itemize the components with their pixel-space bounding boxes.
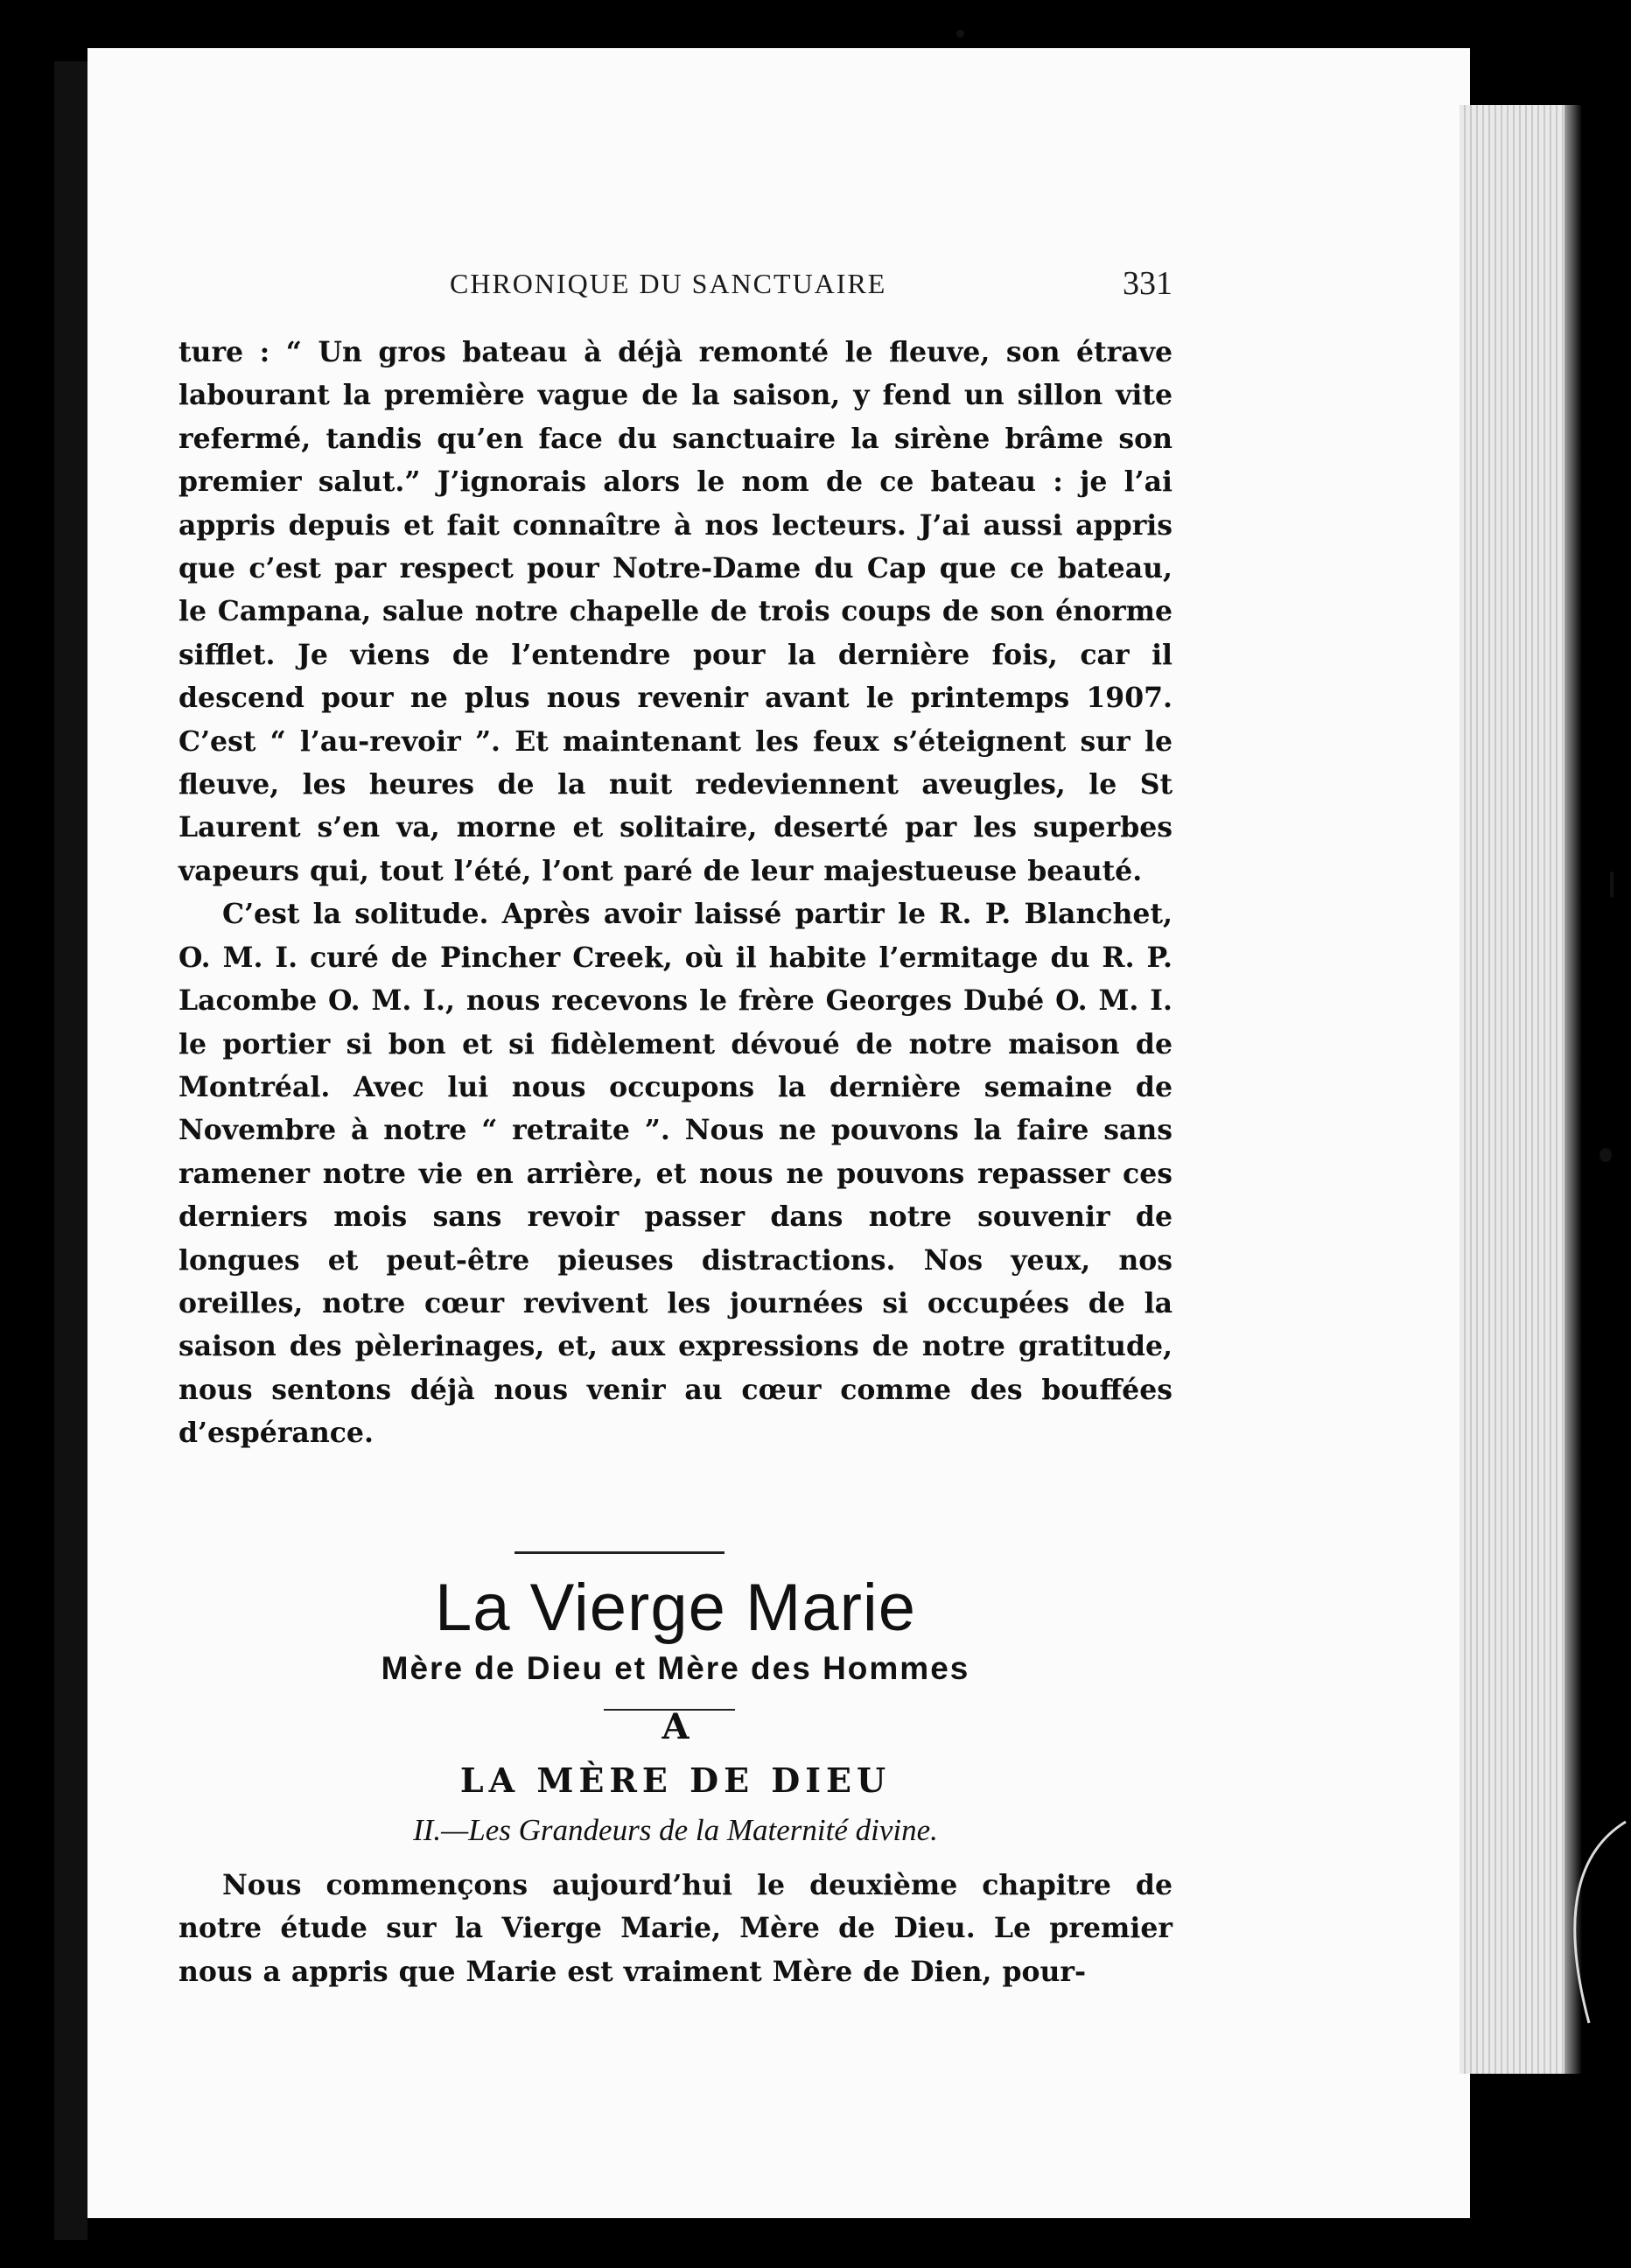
running-title: CHRONIQUE DU SANCTUAIRE	[450, 268, 887, 299]
book-binding-edge	[54, 61, 88, 2240]
section-heading: LA MÈRE DE DIEU	[459, 1760, 892, 1800]
chronicle-text	[178, 331, 1172, 1455]
chapter-heading: II.—Les Grandeurs de la Maternité divine.	[413, 1813, 938, 1847]
article-subtitle: Mère de Dieu et Mère des Hommes	[381, 1650, 970, 1686]
paragraph: Nous commençons aujourd’hui le deuxième chapitre de notre étude sur la Vierge Marie, Mère de Dieu. Le premier nous a appris que Marie est vraiment Mère de Dien, pour-	[178, 1869, 1172, 1988]
dust-speck	[1600, 1148, 1612, 1162]
page-stack-shadow	[1564, 105, 1582, 2074]
running-head	[178, 265, 1172, 303]
section-letter: A	[662, 1706, 690, 1747]
paragraph: ture : “ Un gros bateau à déjà remonté le fleuve, son étrave labourant la première vague de la saison, y fend un sillon vite refermé, tandis qu’en face du sanctuaire la sirène brâme son premier salut.” J’ignorais alors le nom de ce bateau : je l’ai appris depuis et fait connaître à nos lecteurs. J’ai aussi appris que c’est par respect pour Notre-Dame du Cap que ce bateau, le Campana, salue notre chapelle de trois coups de son énorme sifflet. Je viens de l’entendre pour la dernière fois, car il descend pour ne plus nous revenir avant le printemps 1907. C’est “ l’au-revoir ”. Et maintenant les feux s’éteignent sur le fleuve, les heures de la nuit redeviennent aveugles, le St Laurent s’en va, morne et solitaire, deserté par les superbes vapeurs qui, tout l’été, l’ont paré de leur majestueuse beauté.	[178, 336, 1172, 887]
article-text	[178, 1864, 1172, 1993]
section-divider	[514, 1551, 724, 1554]
page-stack-edge	[1460, 105, 1564, 2074]
page-edge-curve	[1554, 1820, 1631, 2030]
dust-speck	[1610, 872, 1614, 898]
page-number: 331	[1123, 265, 1172, 302]
article-title: La Vierge Marie	[434, 1571, 917, 1645]
dust-speck	[956, 30, 964, 38]
paragraph: C’est la solitude. Après avoir laissé partir le R. P. Blanchet, O. M. I. curé de Pincher Creek, où il habite l’ermitage du R. P. Lacombe O. M. I., nous recevons le frère Georges Dubé O. M. I. le portier si bon et si fidèlement dévoué de notre maison de Montréal. Avec lui nous occupons la dernière semaine de Novembre à notre “ retraite ”. Nous ne pouvons la faire sans ramener notre vie en arrière, et nous ne pouvons repasser ces derniers mois sans revoir passer dans notre souvenir de longues et peut-être pieuses distractions. Nos yeux, nos oreilles, notre cœur revivent les journées si occupées de la saison des pèlerinages, et, aux expressions de notre gratitude, nous sentons déjà nous venir au cœur comme des bouffées d’espérance.	[178, 898, 1172, 1450]
